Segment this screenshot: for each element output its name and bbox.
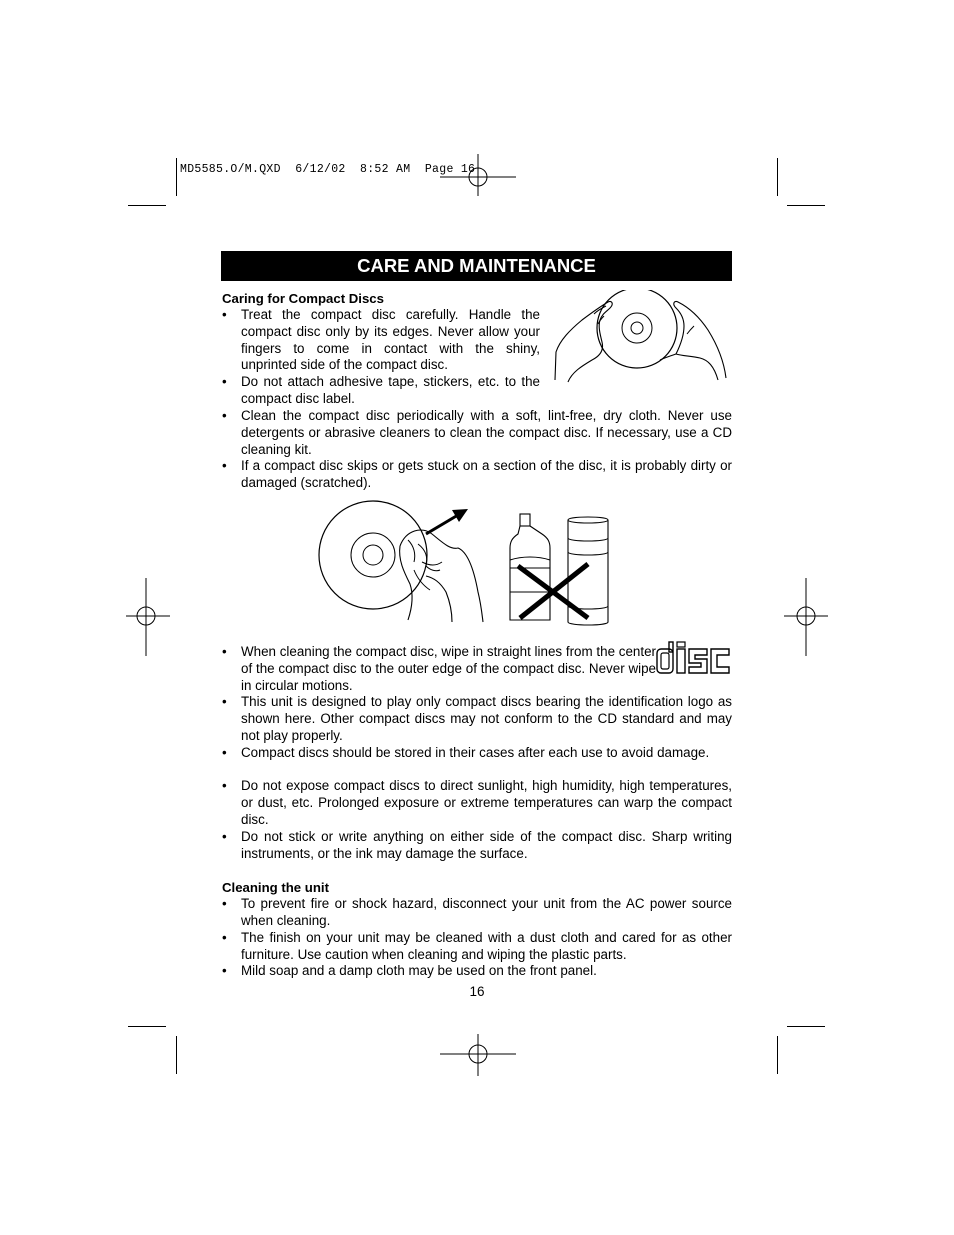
list-item: • If a compact disc skips or gets stuck on a section of the disc, it is probably dirty or damaged (scratched).: [222, 458, 732, 490]
disc-logo: [656, 641, 730, 675]
list-item: • This unit is designed to play only compact discs bearing the identification logo as shown here. Other compact discs may not conform to the CD standard and may not play properly.: [222, 694, 732, 743]
bullet: •: [222, 694, 227, 709]
registration-mark-bottom: [440, 1034, 516, 1076]
crop-mark: [176, 158, 177, 196]
list-item: • To prevent fire or shock hazard, disconnect your unit from the AC power source when cleaning.: [222, 896, 732, 928]
bullet: •: [222, 896, 227, 911]
list-item: • When cleaning the compact disc, wipe in straight lines from the center of the compact disc to the outer edge of the compact disc. Never wipe in circular motions.: [222, 644, 656, 693]
no-cleaners-illustration: [504, 512, 614, 626]
list-item: • Treat the compact disc carefully. Handle the compact disc only by its edges. Never allow your fingers to come in contact with the shiny, unprinted side of the compact disc.: [222, 307, 540, 373]
list-item: • Mild soap and a damp cloth may be used on the front panel.: [222, 963, 597, 978]
bullet: •: [222, 829, 227, 844]
bullet: •: [222, 374, 227, 389]
print-slug: MD5585.O/M.QXD 6/12/02 8:52 AM Page 16: [180, 163, 476, 176]
section-heading-discs: Caring for Compact Discs: [222, 291, 384, 306]
crop-mark: [128, 205, 166, 206]
registration-mark-left: [126, 578, 170, 656]
bullet: •: [222, 307, 227, 322]
list-item: • Clean the compact disc periodically with a soft, lint-free, dry cloth. Never use detergents or abrasive cleaners to clean the compact disc. If necessary, use a CD cleaning kit.: [222, 408, 732, 457]
crop-mark: [128, 1026, 166, 1027]
list-item: • Do not expose compact discs to direct sunlight, high humidity, high temperatures, or dust, etc. Prolonged exposure or extreme temperatures can warp the compact disc.: [222, 778, 732, 827]
bullet: •: [222, 930, 227, 945]
crop-mark: [787, 1026, 825, 1027]
registration-mark-right: [784, 578, 828, 656]
bullet: •: [222, 644, 227, 659]
crop-mark: [176, 1036, 177, 1074]
disc-logo-text: disc: [693, 661, 695, 662]
bullet: •: [222, 778, 227, 793]
bullet: •: [222, 963, 227, 978]
list-item: • The finish on your unit may be cleaned with a dust cloth and cared for as other furniture. Use caution when cleaning and wiping the plastic parts.: [222, 930, 732, 962]
page-number: 16: [469, 984, 485, 999]
crop-mark: [777, 1036, 778, 1074]
wiping-disc-illustration: [318, 500, 488, 624]
list-item: • Compact discs should be stored in their cases after each use to avoid damage.: [222, 745, 710, 760]
list-item: • Do not attach adhesive tape, stickers, etc. to the compact disc label.: [222, 374, 540, 406]
list-item: • Do not stick or write anything on either side of the compact disc. Sharp writing instruments, or the ink may damage the surface.: [222, 829, 732, 861]
bullet: •: [222, 408, 227, 423]
crop-mark: [777, 158, 778, 196]
crop-mark: [787, 205, 825, 206]
page-title: CARE AND MAINTENANCE: [221, 251, 732, 281]
bullet: •: [222, 458, 227, 473]
section-heading-unit: Cleaning the unit: [222, 880, 329, 895]
hands-holding-disc-illustration: [550, 290, 732, 386]
bullet: •: [222, 745, 227, 760]
